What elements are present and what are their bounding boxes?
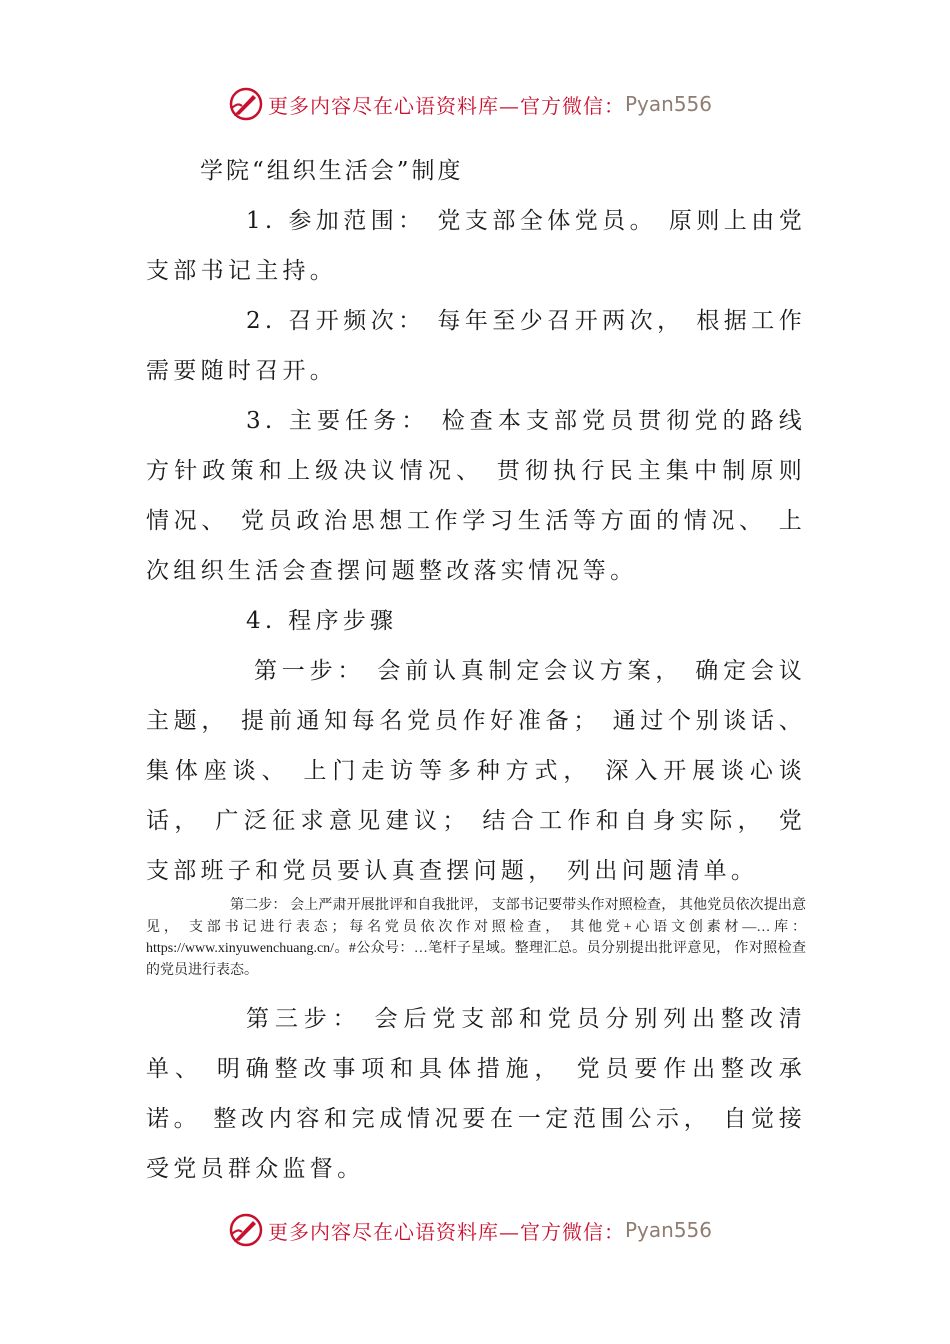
banner-text: 更多内容尽在心语资料库—官方微信：: [268, 93, 625, 118]
paragraph-step-two: 第二步： 会上严肃开展批评和自我批评， 支部书记要带头作对照检查， 其他党员依次提出意见， 支部书记进行表态；每名党员依次作对照检查， 其他党+心语文创素材—…库：https://www.xinyuwenchuang.cn/。#公众号：…笔杆子星域。整理汇总。员分别提出批评意见， 作对照检查的党员进行表态。: [146, 898, 806, 978]
document-title: 学院“组织生活会”制度: [200, 158, 464, 184]
paragraph-tasks: 3. 主要任务： 检查本支部党员贯彻党的路线方针政策和上级决议情况、 贯彻执行民主集中制原则情况、 党员政治思想工作学习生活等方面的情况、 上次组织生活会查摆问题整改落实情况等。: [146, 408, 806, 584]
paragraph-step-one: 第一步： 会前认真制定会议方案， 确定会议主题， 提前通知每名党员作好准备； 通过个别谈话、 集体座谈、 上门走访等多种方式， 深入开展谈心谈话， 广泛征求意见建议； 结合工作和自身实际， 党支部班子和党员要认真查摆问题， 列出问题清单。: [146, 658, 806, 884]
pen-circle-logo-icon: [228, 1212, 264, 1248]
paragraph-step-three: 第三步： 会后党支部和党员分别列出整改清单、 明确整改事项和具体措施， 党员要作出整改承诺。 整改内容和完成情况要在一定范围公示， 自觉接受党员群众监督。: [146, 1006, 806, 1182]
banner-wechat: Pyan556: [625, 1218, 713, 1242]
paragraph-procedure-heading: 4. 程序步骤: [246, 608, 398, 634]
banner-text: 更多内容尽在心语资料库—官方微信：: [268, 1219, 625, 1244]
header-banner: [228, 84, 712, 124]
paragraph-frequency: 2. 召开频次： 每年至少召开两次， 根据工作需要随时召开。: [146, 308, 806, 384]
banner-wechat: Pyan556: [625, 92, 713, 116]
pen-circle-logo-icon: [228, 86, 264, 122]
footer-banner: [228, 1210, 712, 1250]
paragraph-scope: 1. 参加范围： 党支部全体党员。 原则上由党支部书记主持。: [146, 208, 806, 284]
